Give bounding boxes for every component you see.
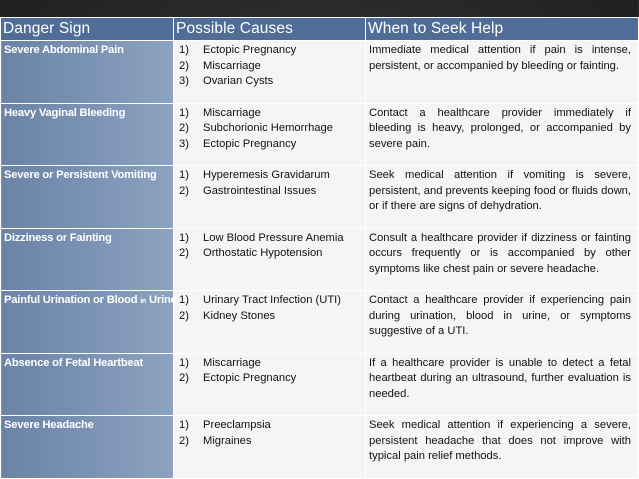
seek-help-cell: Contact a healthcare provider immediately if bleeding is heavy, prolonged, or accompanied by severe pain.: [366, 103, 639, 166]
header-when-to-seek-help: When to Seek Help: [366, 18, 639, 41]
danger-sign-cell: Absence of Fetal Heartbeat: [1, 353, 174, 416]
list-item: 2) Ectopic Pregnancy: [179, 372, 297, 384]
list-item: 1) Low Blood Pressure Anemia: [179, 231, 344, 244]
causes-list: [179, 418, 361, 449]
seek-help-cell: Seek medical attention if vomiting is severe, persistent, and prevents keeping food or fluids down, or if there are signs of dehydration.: [366, 166, 639, 229]
list-item: 2) Subchorionic Hemorrhage: [179, 122, 333, 134]
list-item: 1) Miscarriage: [179, 106, 261, 119]
possible-causes-cell: [174, 41, 366, 104]
danger-sign-cell: Heavy Vaginal Bleeding: [1, 103, 174, 166]
header-possible-causes: Possible Causes: [174, 18, 366, 41]
danger-sign-cell: Severe or Persistent Vomiting: [1, 166, 174, 229]
list-item: 2) Miscarriage: [179, 59, 261, 72]
header-row: [1, 18, 639, 41]
causes-list: [179, 168, 361, 199]
list-item: 2) Orthostatic Hypotension: [179, 247, 323, 259]
seek-help-cell: Immediate medical attention if pain is intense, persistent, or accompanied by bleeding or fainting.: [366, 41, 639, 104]
header-danger-sign: Danger Sign: [1, 18, 174, 41]
possible-causes-cell: [174, 166, 366, 229]
seek-help-cell: If a healthcare provider is unable to detect a fetal heartbeat during an ultrasound, further evaluation is needed.: [366, 353, 639, 416]
table-row: [1, 291, 639, 354]
list-item: 1) Ectopic Pregnancy: [179, 44, 297, 56]
list-item: 1) Miscarriage: [179, 356, 261, 369]
possible-causes-cell: [174, 291, 366, 354]
list-item: 2) Migraines: [179, 434, 252, 447]
list-item: 2) Kidney Stones: [179, 309, 276, 322]
table-row: [1, 103, 639, 166]
seek-help-cell: Consult a healthcare provider if dizziness or fainting occurs frequently or is accompanied by other symptoms like chest pain or severe headache.: [366, 228, 639, 291]
causes-list: [179, 43, 361, 90]
causes-list: [179, 231, 361, 262]
list-item: 3) Ectopic Pregnancy: [179, 137, 297, 150]
possible-causes-cell: [174, 353, 366, 416]
danger-signs-table: [0, 17, 639, 479]
seek-help-cell: Contact a healthcare provider if experiencing pain during urination, blood in urine, or symptoms suggestive of a UTI.: [366, 291, 639, 354]
possible-causes-cell: [174, 228, 366, 291]
list-item: 1) Urinary Tract Infection (UTI): [179, 294, 342, 306]
table-row: [1, 166, 639, 229]
danger-sign-cell: Dizziness or Fainting: [1, 228, 174, 291]
possible-causes-cell: [174, 103, 366, 166]
table-row: [1, 41, 639, 104]
list-item: 3) Ovarian Cysts: [179, 75, 274, 87]
table-row: [1, 228, 639, 291]
possible-causes-cell: [174, 416, 366, 479]
danger-sign-cell: Severe Headache: [1, 416, 174, 479]
causes-list: [179, 356, 361, 387]
list-item: 2) Gastrointestinal Issues: [179, 184, 317, 197]
table-row: [1, 353, 639, 416]
causes-list: [179, 293, 361, 324]
danger-sign-cell: Painful Urination or Blood in Urine: [1, 291, 174, 354]
list-item: 1) Hyperemesis Gravidarum: [179, 169, 330, 181]
danger-sign-cell: Severe Abdominal Pain: [1, 41, 174, 104]
table-row: [1, 416, 639, 479]
causes-list: [179, 106, 361, 153]
list-item: 1) Preeclampsia: [179, 419, 271, 431]
seek-help-cell: Seek medical attention if experiencing a severe, persistent headache that does not improve with typical pain relief methods.: [366, 416, 639, 479]
